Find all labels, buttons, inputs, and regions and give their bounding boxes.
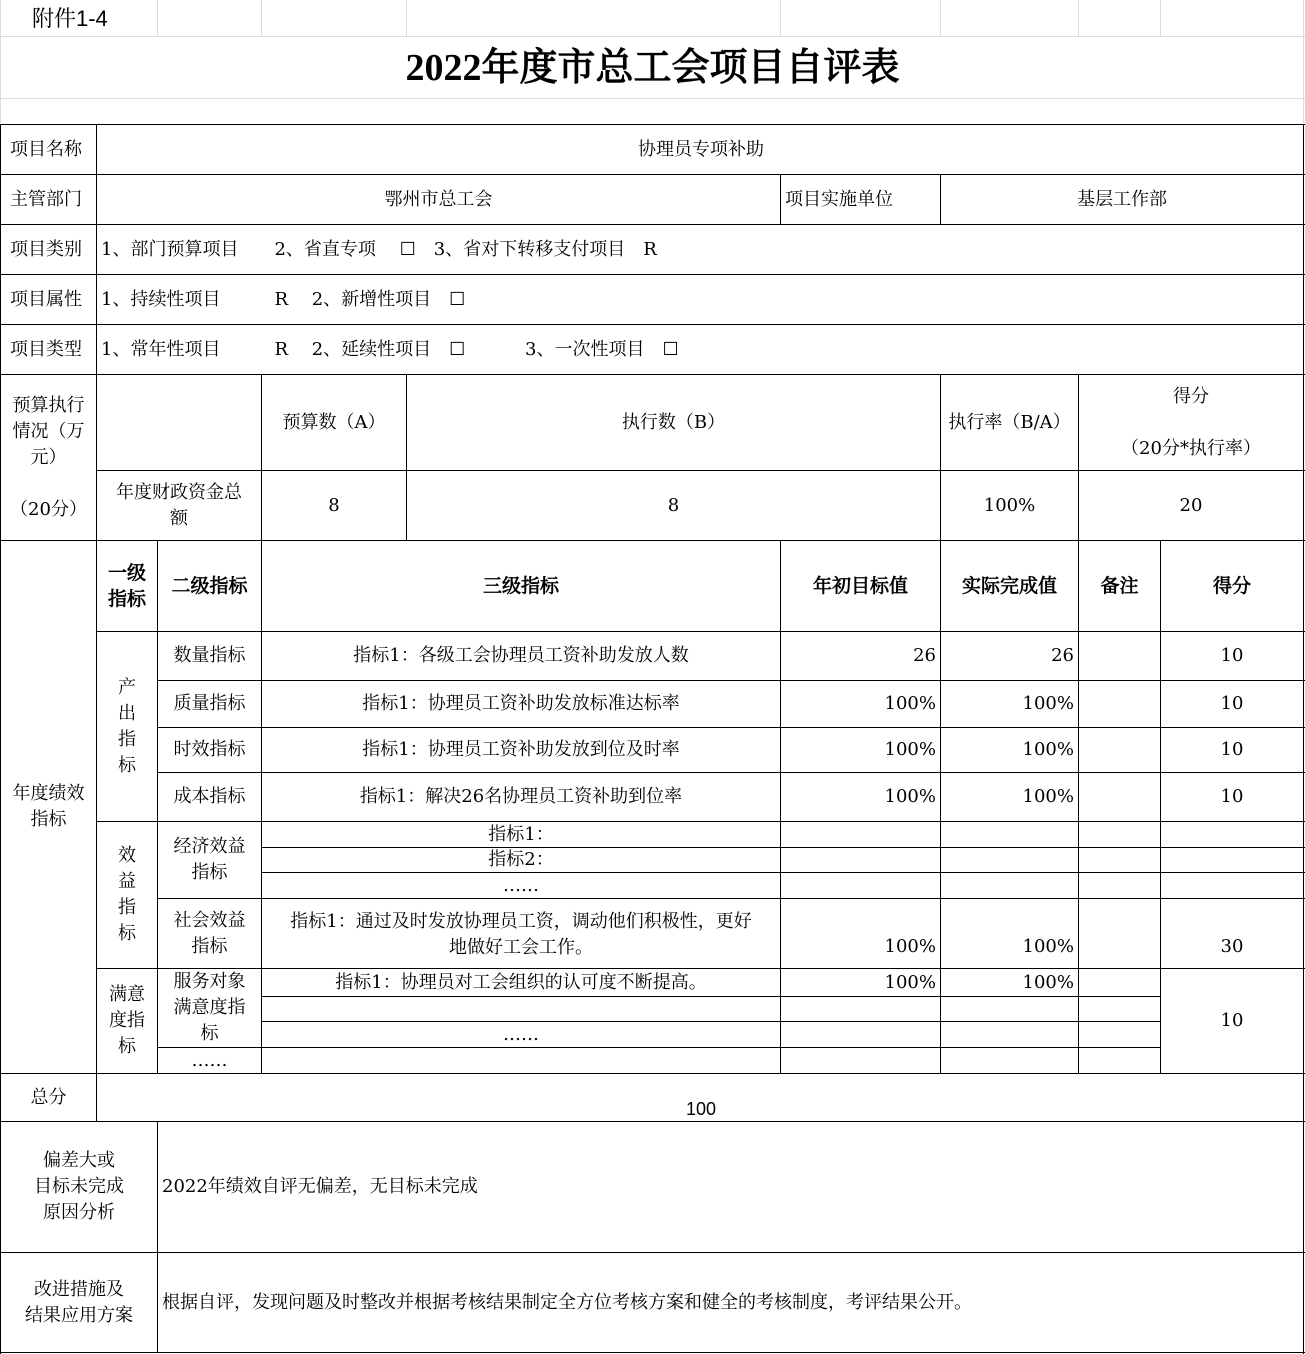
exec-value: 8 bbox=[667, 494, 680, 516]
economic-l3-1: 指标1： bbox=[488, 823, 554, 845]
header-actual: 实际完成值 bbox=[961, 575, 1057, 597]
budget-col-score: 得分 （20分*执行率） bbox=[1121, 385, 1261, 459]
timeliness-l3: 指标1：协理员工资补助发放到位及时率 bbox=[362, 739, 680, 760]
deviation-text: 2022年绩效自评无偏差，无目标未完成 bbox=[162, 1176, 478, 1197]
deviation-label: 偏差大或 目标未完成 原因分析 bbox=[34, 1150, 124, 1223]
header-level1: 一级 指标 bbox=[107, 562, 146, 610]
satisfaction-more-l2: …… bbox=[191, 1049, 228, 1071]
header-target: 年初目标值 bbox=[812, 575, 908, 597]
cost-score: 10 bbox=[1220, 786, 1244, 807]
service-satisfaction-l3: 指标1：协理员对工会组织的认可度不断提高。 bbox=[335, 971, 707, 993]
cost-actual: 100% bbox=[1022, 786, 1074, 807]
project-name-label: 项目名称 bbox=[10, 138, 82, 160]
service-satisfaction-l2: 服务对象 满意度指 标 bbox=[173, 971, 246, 1044]
service-satisfaction-actual: 100% bbox=[1022, 971, 1074, 993]
improve-label: 改进措施及 结果应用方案 bbox=[25, 1278, 133, 1326]
attribute-value: 1、持续性项目 R 2、新增性项目 ☐ bbox=[101, 288, 466, 310]
improve-text: 根据自评，发现问题及时整改并根据考核结果制定全方位考核方案和健全的考核制度，考评结果公开。 bbox=[162, 1291, 972, 1313]
timeliness-target: 100% bbox=[884, 739, 936, 760]
quality-l3: 指标1：协理员工资补助发放标准达标率 bbox=[362, 693, 680, 714]
attachment-label: 附件1-4 bbox=[32, 6, 108, 31]
type-label: 项目类型 bbox=[10, 338, 82, 360]
benefit-indicator-label: 效 益 指 标 bbox=[118, 845, 136, 944]
budget-value: 8 bbox=[328, 494, 340, 516]
dept-label: 主管部门 bbox=[10, 188, 82, 210]
header-score: 得分 bbox=[1212, 575, 1251, 597]
cost-l3: 指标1：解决26名协理员工资补助到位率 bbox=[359, 786, 683, 807]
quantity-l3: 指标1：各级工会协理员工资补助发放人数 bbox=[353, 645, 689, 666]
total-value: 100 bbox=[685, 1099, 717, 1119]
type-value: 1、常年性项目 R 2、延续性项目 ☐ 3、一次性项目 ☐ bbox=[101, 338, 679, 360]
budget-row-label: 年度财政资金总 额 bbox=[116, 481, 242, 529]
quantity-score: 10 bbox=[1220, 645, 1244, 666]
quality-score: 10 bbox=[1220, 693, 1244, 714]
quantity-target: 26 bbox=[913, 645, 936, 666]
service-satisfaction-l3-more: …… bbox=[503, 1023, 539, 1045]
perf-section-label: 年度绩效 指标 bbox=[12, 783, 85, 830]
economic-l3-2: 指标2： bbox=[488, 849, 554, 870]
category-value: 1、部门预算项目 2、省直专项 ☐ 3、省对下转移支付项目 R bbox=[101, 238, 657, 260]
social-l3: 指标1：通过及时发放协理员工资，调动他们积极性，更好 地做好工会工作。 bbox=[290, 911, 752, 958]
economic-l2: 经济效益 指标 bbox=[173, 836, 246, 883]
quantity-l2: 数量指标 bbox=[173, 645, 246, 666]
social-l2: 社会效益 指标 bbox=[173, 909, 246, 957]
header-level2: 二级指标 bbox=[171, 575, 248, 597]
project-name-value: 协理员专项补助 bbox=[638, 138, 764, 160]
budget-section-label: 预算执行 情况（万 元） （20分） bbox=[10, 394, 87, 520]
service-satisfaction-target: 100% bbox=[884, 971, 936, 993]
social-target: 100% bbox=[884, 936, 936, 957]
social-actual: 100% bbox=[1022, 936, 1074, 957]
timeliness-l2: 时效指标 bbox=[173, 739, 246, 760]
header-level3: 三级指标 bbox=[482, 575, 559, 597]
satisfaction-indicator-label: 满意 度指 标 bbox=[109, 984, 145, 1057]
budget-col-exec: 执行数（B） bbox=[621, 411, 726, 433]
impl-unit-value: 基层工作部 bbox=[1077, 188, 1167, 210]
quality-actual: 100% bbox=[1022, 693, 1074, 714]
rate-value: 100% bbox=[983, 494, 1036, 516]
total-label: 总分 bbox=[30, 1086, 67, 1108]
header-note: 备注 bbox=[1100, 575, 1139, 597]
economic-l3-3: …… bbox=[503, 874, 539, 896]
timeliness-score: 10 bbox=[1220, 739, 1244, 760]
quantity-actual: 26 bbox=[1051, 645, 1074, 666]
cost-l2: 成本指标 bbox=[173, 786, 246, 807]
category-label: 项目类别 bbox=[10, 238, 82, 260]
dept-value: 鄂州市总工会 bbox=[384, 188, 493, 210]
impl-unit-label: 项目实施单位 bbox=[785, 188, 893, 210]
timeliness-actual: 100% bbox=[1022, 739, 1074, 760]
budget-col-rate: 执行率（B/A） bbox=[948, 411, 1071, 433]
page-title: 2022年度市总工会项目自评表 bbox=[405, 47, 900, 89]
budget-score-value: 20 bbox=[1179, 494, 1203, 516]
quality-l2: 质量指标 bbox=[173, 693, 246, 714]
quality-target: 100% bbox=[884, 693, 936, 714]
service-satisfaction-score: 10 bbox=[1220, 1010, 1244, 1031]
cost-target: 100% bbox=[884, 786, 936, 807]
budget-col-budget: 预算数（A） bbox=[282, 411, 386, 433]
attribute-label: 项目属性 bbox=[10, 288, 82, 310]
output-indicator-label: 产 出 指 标 bbox=[118, 676, 136, 776]
social-score: 30 bbox=[1220, 936, 1244, 957]
